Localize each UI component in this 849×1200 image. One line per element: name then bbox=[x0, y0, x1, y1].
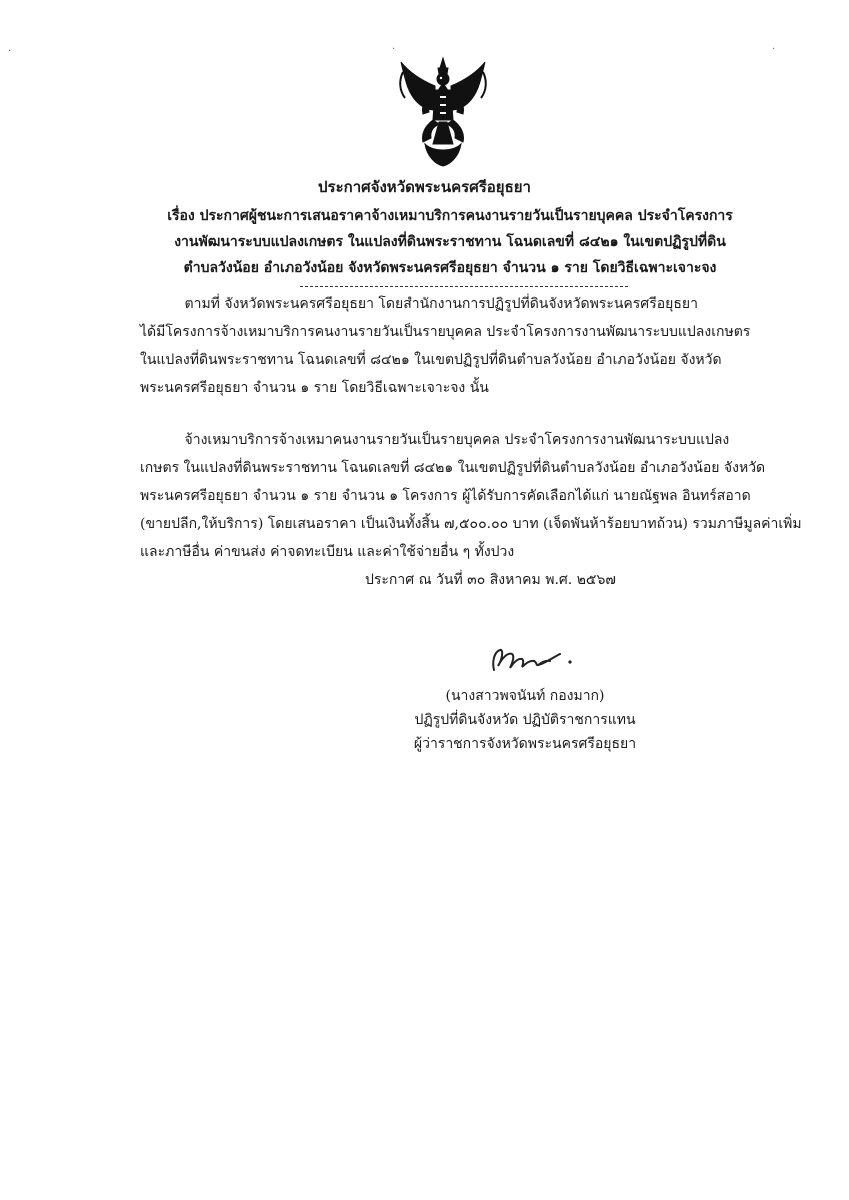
subject-block bbox=[130, 203, 770, 281]
paragraph-line: จ้างเหมาบริการจ้างเหมาคนงานรายวันเป็นรายบุคคล ประจำโครงการงานพัฒนาระบบแปลง bbox=[140, 432, 730, 448]
subject-line: ตำบลวังน้อย อำเภอวังน้อย จังหวัดพระนครศรีอยุธยา จำนวน ๑ ราย โดยวิธีเฉพาะเจาะจง bbox=[183, 260, 717, 276]
garuda-emblem-icon bbox=[395, 56, 491, 168]
signatory-office: ผู้ว่าราชการจังหวัดพระนครศรีอยุธยา bbox=[413, 736, 637, 752]
paragraph-award bbox=[140, 426, 810, 566]
scan-mark: · bbox=[392, 44, 396, 55]
paragraph-line: พระนครศรีอยุธยา จำนวน ๑ ราย จำนวน ๑ โครงการ ผู้ได้รับการคัดเลือกได้แก่ นายณัฐพล อินทร์สอาด bbox=[140, 488, 751, 504]
subject-line: งานพัฒนาระบบแปลงเกษตร ในแปลงที่ดินพระราชทาน โฉนดเลขที่ ๘๔๒๑ ในเขตปฏิรูปที่ดิน bbox=[174, 234, 726, 250]
signature-icon bbox=[488, 644, 578, 676]
paragraph-line: และภาษีอื่น ค่าขนส่ง ค่าจดทะเบียน และค่าใช้จ่ายอื่น ๆ ทั้งปวง bbox=[140, 544, 515, 560]
paragraph-line: ได้มีโครงการจ้างเหมาบริการคนงานรายวันเป็นรายบุคคล ประจำโครงการงานพัฒนาระบบแปลงเกษตร bbox=[140, 324, 751, 340]
paragraph-line: (ขายปลีก,ให้บริการ) โดยเสนอราคา เป็นเงินทั้งสิ้น ๗,๕๐๐.๐๐ บาท (เจ็ดพันห้าร้อยบาทถ้วน) รวมภาษีมูลค่าเพิ่ม bbox=[140, 516, 802, 532]
scan-mark: · bbox=[772, 44, 776, 55]
paragraph-line: พระนครศรีอยุธยา จำนวน ๑ ราย โดยวิธีเฉพาะเจาะจง นั้น bbox=[140, 380, 489, 396]
announcement-title: ประกาศจังหวัดพระนครศรีอยุธยา bbox=[318, 178, 531, 196]
scan-mark: · bbox=[8, 46, 12, 57]
paragraph-line: เกษตร ในแปลงที่ดินพระราชทาน โฉนดเลขที่ ๘๔๒๑ ในเขตปฏิรูปที่ดินตำบลวังน้อย อำเภอวังน้อย จังหวัด bbox=[140, 460, 766, 476]
signatory-position: ปฏิรูปที่ดินจังหวัด ปฏิบัติราชการแทน bbox=[414, 712, 636, 728]
dashed-divider bbox=[300, 286, 628, 287]
paragraph-line: ตามที่ จังหวัดพระนครศรีอยุธยา โดยสำนักงานการปฏิรูปที่ดินจังหวัดพระนครศรีอยุธยา bbox=[140, 296, 698, 312]
paragraph-line: ในแปลงที่ดินพระราชทาน โฉนดเลขที่ ๘๔๒๑ ในเขตปฏิรูปที่ดินตำบลวังน้อย อำเภอวังน้อย จังหวัด bbox=[140, 352, 722, 368]
paragraph-background bbox=[140, 290, 810, 402]
signatory-name: (นางสาวพจนันท์ กองมาก) bbox=[445, 688, 605, 704]
subject-line: เรื่อง ประกาศผู้ชนะการเสนอราคาจ้างเหมาบริการคนงานรายวันเป็นรายบุคคล ประจำโครงการ bbox=[167, 208, 733, 224]
signatory-block bbox=[390, 684, 660, 756]
announcement-date: ประกาศ ณ วันที่ ๓๐ สิงหาคม พ.ศ. ๒๕๖๗ bbox=[365, 572, 616, 588]
